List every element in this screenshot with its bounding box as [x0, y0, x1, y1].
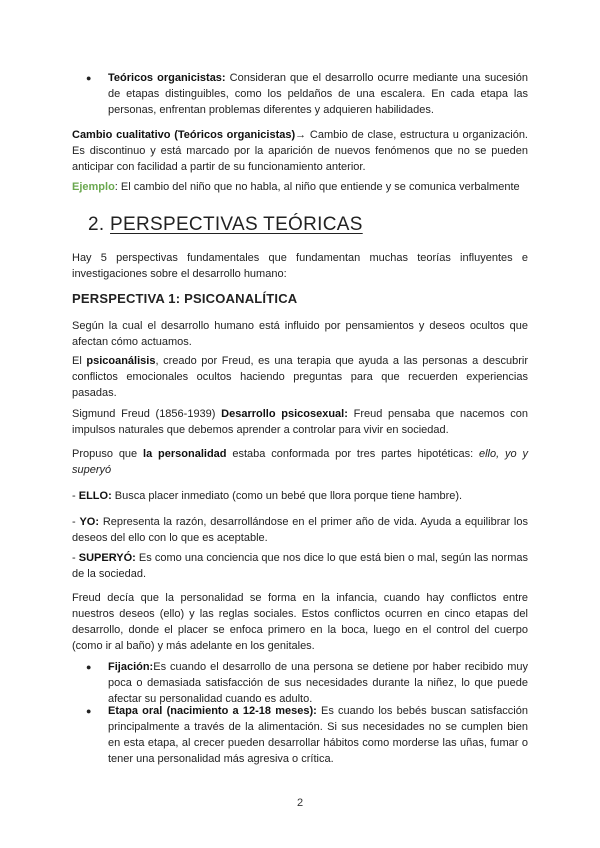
term-yo: YO: [79, 516, 100, 528]
bullet-dot: ● [86, 662, 92, 672]
fijacion-text: Es cuando el desarrollo de una persona se detiene por haber recibido muy poca o demasiada satisfacción de sus necesidades durante la niñez, lo que puede afectar su personalidad cuando es adulto. [108, 661, 528, 705]
term-cambio-cualitativo: Cambio cualitativo (Teóricos organicistas) [72, 129, 296, 141]
ello-item [72, 488, 528, 504]
superyo-text: Es como una conciencia que nos dice lo que está bien o mal, según las normas de la sociedad. [72, 552, 528, 580]
p2-pre: El [72, 355, 87, 367]
yo-dash: - [72, 516, 80, 528]
subsection-heading: PERSPECTIVA 1: PSICOANALÍTICA [72, 291, 298, 306]
ello-dash: - [72, 490, 79, 502]
bullet-fijacion [86, 659, 528, 707]
cambio-cualitativo-paragraph [72, 127, 528, 175]
section-title: PERSPECTIVAS TEÓRICAS [110, 214, 363, 235]
superyo-dash: - [72, 552, 79, 564]
term-ello: ELLO: [78, 490, 112, 502]
p2-text: , creado por Freud, es una terapia que ayuda a las personas a descubrir conflictos emocionales ocultos haciendo preguntas para que recuerden experiencias pasadas. [72, 355, 528, 399]
paragraph-freud-etapas: Freud decía que la personalidad se forma en la infancia, cuando hay conflictos entre nuestros deseos (ello) y las reglas sociales. Estos conflictos ocurren en cinco etapas del desarrollo, donde el placer se enfoca primero en la boca, luego en el control del cuerpo (como ir al baño) y más adelante en los genitales. [72, 592, 528, 652]
term-etapa-oral: Etapa oral (nacimiento a 12-18 meses): [108, 705, 317, 717]
bullet-teoricos-organicistas [86, 70, 528, 118]
etapa-oral-text: Es cuando los bebés buscan satisfacción principalmente a través de la alimentación. Si sus necesidades no se cumplen bien en esta etapa, al crecer pueden desarrollar hábitos como morderse las uñas, fumar o tener una personalidad más agresiva o crítica. [108, 705, 528, 765]
p4-pre: Propuso que [72, 448, 144, 460]
yo-item [72, 514, 528, 546]
term-superyo: SUPERYÓ: [78, 552, 136, 564]
arrow-symbol: → [295, 129, 307, 141]
ello-text: Busca placer inmediato (como un bebé que llora porque tiene hambre). [111, 490, 463, 502]
p3-pre: Sigmund Freud (1856-1939) [72, 408, 222, 420]
section-number: 2. [88, 214, 111, 235]
intro-paragraph: Hay 5 perspectivas fundamentales que fundamentan muchas teorías influyentes e investigaciones sobre el desarrollo humano: [72, 252, 528, 280]
bullet-dot: ● [86, 706, 92, 716]
section-heading [88, 214, 363, 236]
term-personalidad: la personalidad [143, 448, 227, 460]
term-desarrollo-psicosexual: Desarrollo psicosexual: [221, 408, 348, 420]
teoricos-organicistas-text: Consideran que el desarrollo ocurre mediante una sucesión de etapas distinguibles, como los peldaños de una escalera. En cada etapa las personas, enfrentan problemas diferentes y adquieren habilidades. [108, 72, 528, 116]
ejemplo-label: Ejemplo [72, 181, 115, 193]
paragraph-freud [72, 406, 528, 438]
page-number: 2 [296, 797, 304, 809]
ejemplo-text: : El cambio del niño que no habla, al niño que entiende y se comunica verbalmente [114, 181, 520, 193]
p3-text: Freud pensaba que nacemos con impulsos naturales que debemos aprender a controlar para vivir en sociedad. [72, 408, 529, 436]
p4-text: estaba conformada por tres partes hipotéticas: [226, 448, 479, 460]
term-fijacion: Fijación: [108, 661, 154, 673]
term-teoricos-organicistas: Teóricos organicistas: [108, 72, 226, 84]
paragraph-1: Según la cual el desarrollo humano está influido por pensamientos y deseos ocultos que afectan cómo actuamos. [72, 320, 528, 348]
p4-italic: ello, yo y superyó [72, 448, 528, 476]
paragraph-psicoanalisis [72, 353, 528, 401]
term-psicoanalisis: psicoanálisis [86, 355, 156, 367]
cambio-cualitativo-text: Cambio de clase, estructura u organización. Es discontinuo y está marcado por la aparición de nuevos fenómenos que no se pueden anticipar con facilidad a partir de su funcionamiento anterior. [72, 129, 528, 173]
yo-text: Representa la razón, desarrollándose en el primer año de vida. Ayuda a equilibrar los deseos del ello con lo que es aceptable. [72, 516, 528, 544]
bullet-etapa-oral [86, 703, 528, 767]
superyo-item [72, 550, 528, 582]
ejemplo-paragraph [72, 179, 528, 195]
bullet-dot: ● [86, 73, 92, 83]
paragraph-personalidad [72, 446, 528, 478]
